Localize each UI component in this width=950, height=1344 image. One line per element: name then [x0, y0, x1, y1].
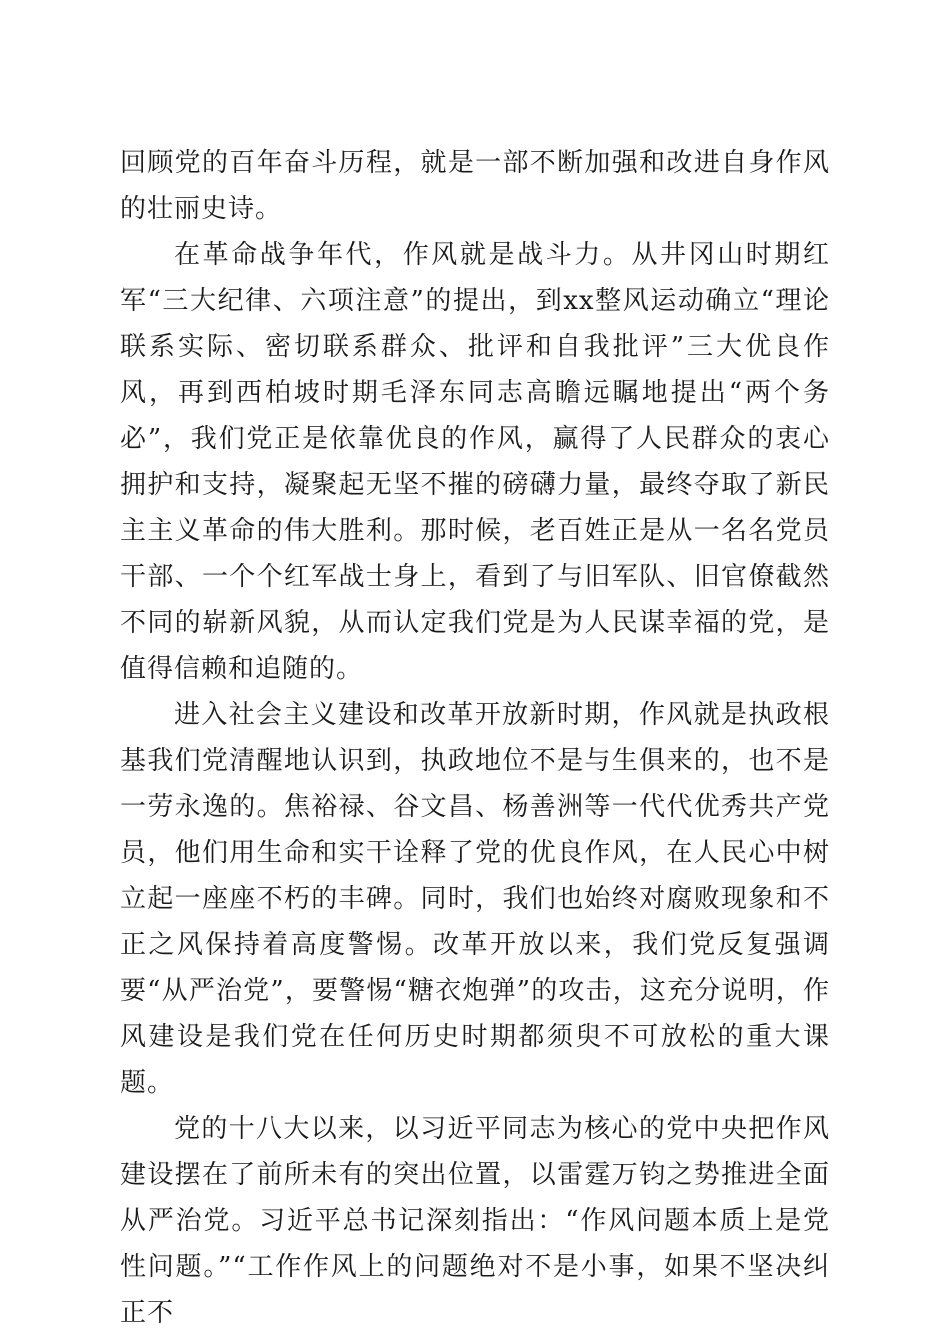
document-body [120, 140, 830, 1336]
paragraph-3: 进入社会主义建设和改革开放新时期，作风就是执政根基我们党清醒地认识到，执政地位不是与生俱来的，也不是一劳永逸的。焦裕禄、谷文昌、杨善洲等一代代优秀共产党员，他们用生命和实干诠释了党的优良作风，在人民心中树立起一座座不朽的丰碑。同时，我们也始终对腐败现象和不正之风保持着高度警惕。改革开放以来，我们党反复强调要“从严治党”，要警惕“糖衣炮弹”的攻击，这充分说明，作风建设是我们党在任何历史时期都须臾不可放松的重大课题。 [120, 700, 830, 1098]
paragraph-1: 回顾党的百年奋斗历程，就是一部不断加强和改进自身作风的壮丽史诗。 [120, 148, 830, 224]
paragraph-2: 在革命战争年代，作风就是战斗力。从井冈山时期红军“三大纪律、六项注意”的提出，到xx整风运动确立“理论联系实际、密切联系群众、批评和自我批评”三大优良作风，再到西柏坡时期毛泽东同志高瞻远瞩地提出“两个务必”，我们党正是依靠优良的作风，赢得了人民群众的衷心拥护和支持，凝聚起无坚不摧的磅礴力量，最终夺取了新民主主义革命的伟大胜利。那时候，老百姓正是从一名名党员干部、一个个红军战士身上，看到了与旧军队、旧官僚截然不同的崭新风貌，从而认定我们党是为人民谋幸福的党，是值得信赖和追随的。 [120, 240, 830, 684]
paragraph-4: 党的十八大以来，以习近平同志为核心的党中央把作风建设摆在了前所未有的突出位置，以雷霆万钧之势推进全面从严治党。习近平总书记深刻指出：“作风问题本质上是党性问题。”“工作作风上的问题绝对不是小事，如果不坚决纠正不 [120, 1114, 830, 1328]
